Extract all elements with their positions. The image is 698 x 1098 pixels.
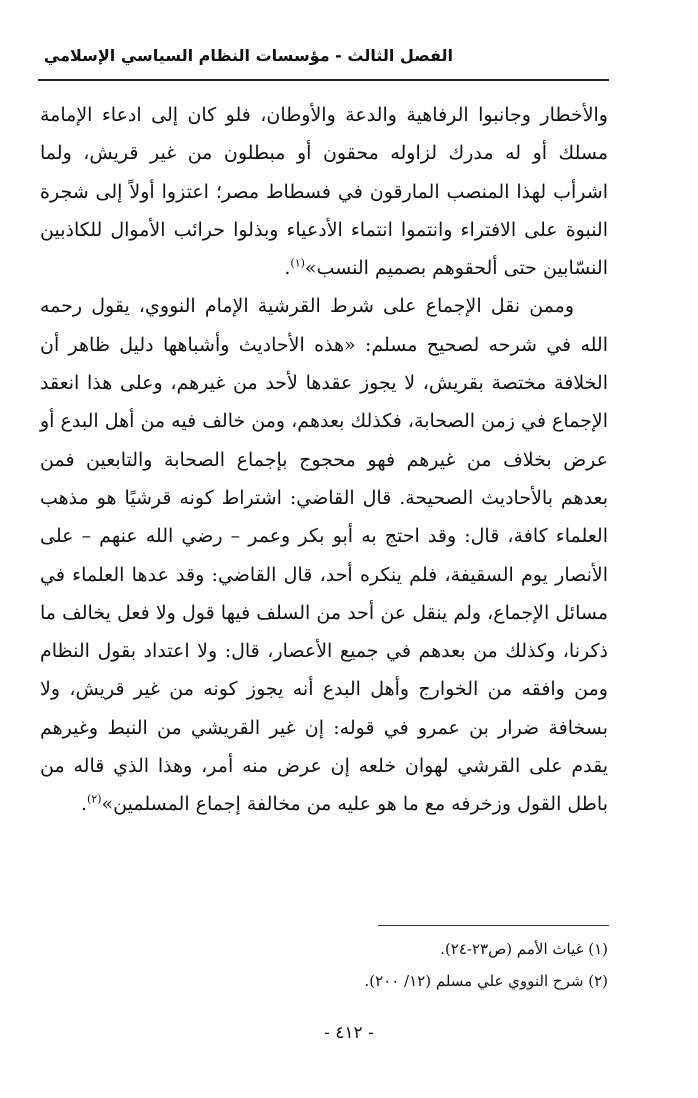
footnote-ref-2: (٢) <box>87 793 102 807</box>
body-text <box>40 96 608 824</box>
paragraph-1-text: والأخطار وجانبوا الرفاهية والدعة والأوطان، فلو كان إلى ادعاء الإمامة مسلك أو له مدرك لزاوله محقون أو مبطلون من غير قريش، ولما اشرأب لهذا المنصب المارقون في فسطاط مصر؛ اعتزوا أولاً إلى شجرة النبوة على الافتراء وانتموا انتماء الأدعياء وبذلوا حرائب الأموال للكاذبين النسّابين حتى ألحقوهم بصميم النسب» <box>40 104 608 280</box>
paragraph-1-end: . <box>284 257 291 280</box>
paragraph-2-text: وممن نقل الإجماع على شرط القرشية الإمام النووي، يقول رحمه الله في شرحه لصحيح مسلم: «هذه الأحاديث وأشباهها دليل ظاهر أن الخلافة مختصة بقريش، لا يجوز عقدها لأحد من غيرهم، وعلى هذا انعقد الإجماع في زمن الصحابة، فكذلك بعدهم، ومن خالف فيه من أهل البدع أو عرض بخلاف من غيرهم فهو محجوج بإجماع الصحابة والتابعين فمن بعدهم بالأحاديث الصحيحة. قال القاضي: اشتراط كونه قرشيًا هو مذهب العلماء كافة، قال: وقد احتج به أبو بكر وعمر – رضي الله عنهم – على الأنصار يوم السقيفة، فلم ينكره أحد، قال القاضي: وقد عدها العلماء في مسائل الإجماع، ولم ينقل عن أحد من السلف فيها قول ولا فعل يخالف ما ذكرنا، وكذلك من بعدهم في جميع الأعصار، قال: ولا اعتداد بقول النظام ومن وافقه من الخوارج وأهل البدع أنه يجوز كونه من غير قريش، ولا بسخافة ضرار بن عمرو في قوله: إن غير القريشي من النبط وغيرهم يقدم على القرشي لهوان خلعه إن عرض منه أمر، وهذا الذي قاله من باطل القول وزخرفه مع ما هو عليه من مخالفة إجماع المسلمين» <box>40 295 608 816</box>
paragraph-2 <box>40 287 608 823</box>
footnote-2: (٢) شرح النووي علي مسلم (١٢/ ٢٠٠). <box>364 972 608 990</box>
paragraph-2-end: . <box>80 793 88 816</box>
header-rule <box>38 79 609 81</box>
footnote-1: (١) غياث الأمم (ص٢٣-٢٤). <box>440 940 608 958</box>
paragraph-1 <box>40 96 608 287</box>
footnote-ref-1: (١) <box>290 256 305 270</box>
footnotes <box>48 933 608 997</box>
page-number: - ٤١٢ - <box>324 1023 374 1043</box>
running-header: الفصل الثالث - مؤسسات النظام السياسي الإسلامي <box>43 46 453 65</box>
footnote-rule <box>378 925 609 926</box>
